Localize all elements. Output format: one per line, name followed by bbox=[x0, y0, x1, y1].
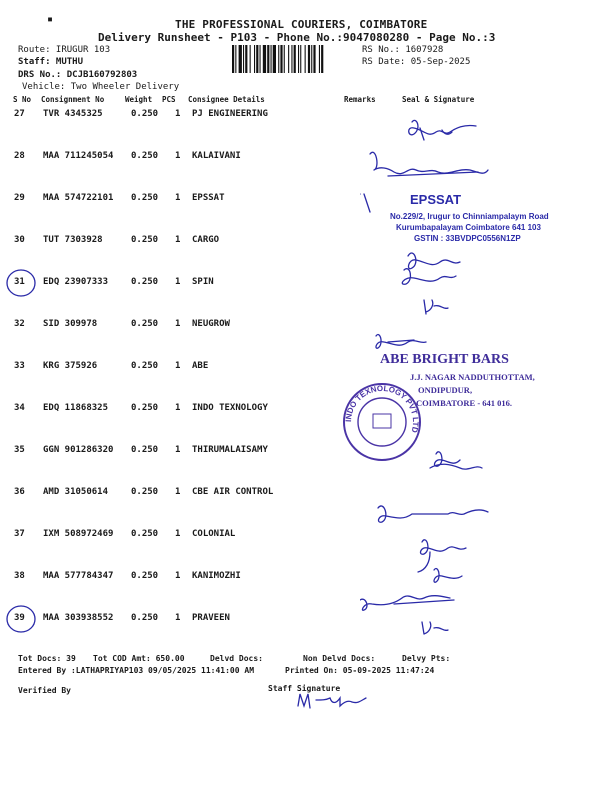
table-row bbox=[0, 151, 600, 171]
cell-consignee: SPIN bbox=[192, 277, 214, 287]
total-cod-amount: Tot COD Amt: 650.00 bbox=[93, 654, 185, 663]
col-header-pcs: PCS bbox=[162, 95, 176, 104]
barcode-bar bbox=[291, 45, 292, 73]
abe-stamp-address1: J.J. NAGAR NADDUTHOTTAM, bbox=[410, 372, 535, 382]
rs-number: RS No.: 1607928 bbox=[362, 45, 444, 55]
abe-stamp-name: ABE BRIGHT BARS bbox=[380, 352, 509, 367]
cell-consignment: MAA 711245054 bbox=[43, 151, 114, 161]
barcode-bar bbox=[305, 45, 306, 73]
col-header-sno: S No bbox=[13, 95, 32, 104]
cell-consignee: EPSSAT bbox=[192, 193, 225, 203]
barcode-bar bbox=[232, 45, 234, 73]
cell-weight: 0.250 bbox=[131, 403, 159, 413]
cell-weight: 0.250 bbox=[131, 445, 159, 455]
barcode-bar bbox=[243, 45, 244, 73]
barcode-bar bbox=[260, 45, 261, 73]
cell-sno: 32 bbox=[14, 319, 25, 329]
cell-pcs: 1 bbox=[175, 319, 181, 329]
cell-pcs: 1 bbox=[175, 571, 181, 581]
staff-handwritten-signature bbox=[294, 690, 384, 714]
col-header-seal: Seal & Signature bbox=[402, 95, 475, 104]
cell-sno: 29 bbox=[14, 193, 25, 203]
cell-sno: 38 bbox=[14, 571, 25, 581]
barcode-bar bbox=[300, 45, 301, 73]
cell-weight: 0.250 bbox=[131, 151, 159, 161]
cell-consignment: GGN 901286320 bbox=[43, 445, 114, 455]
cell-sno: 31 bbox=[14, 277, 25, 287]
cell-sno: 39 bbox=[14, 613, 25, 623]
cell-consignee: KANIMOZHI bbox=[192, 571, 241, 581]
rs-date: RS Date: 05-Sep-2025 bbox=[362, 57, 471, 67]
table-row bbox=[0, 613, 600, 633]
cell-weight: 0.250 bbox=[131, 361, 159, 371]
barcode-bar bbox=[254, 45, 255, 73]
cell-pcs: 1 bbox=[175, 151, 181, 161]
total-docs: Tot Docs: 39 bbox=[18, 654, 76, 663]
table-row bbox=[0, 487, 600, 507]
barcode-bar bbox=[321, 45, 323, 73]
non-delivered-docs: Non Delvd Docs: bbox=[303, 654, 376, 663]
cell-consignee: ABE bbox=[192, 361, 209, 371]
cell-weight: 0.250 bbox=[131, 529, 159, 539]
barcode-bar bbox=[280, 45, 282, 73]
cell-consignment: MAA 574722101 bbox=[43, 193, 114, 203]
staff-signature-label: Staff Signature bbox=[268, 684, 341, 693]
cell-weight: 0.250 bbox=[131, 487, 159, 497]
cell-sno: 33 bbox=[14, 361, 25, 371]
delivery-points: Delvy Pts: bbox=[402, 654, 451, 663]
barcode-bar bbox=[256, 45, 258, 73]
table-row bbox=[0, 445, 600, 465]
col-header-weight: Weight bbox=[125, 95, 153, 104]
cell-consignee: KALAIVANI bbox=[192, 151, 241, 161]
cell-consignment: MAA 303938552 bbox=[43, 613, 114, 623]
cell-sno: 28 bbox=[14, 151, 25, 161]
table-row bbox=[0, 109, 600, 129]
barcode-bar bbox=[267, 45, 269, 73]
cell-consignee: PRAVEEN bbox=[192, 613, 230, 623]
company-title: THE PROFESSIONAL COURIERS, COIMBATORE bbox=[175, 18, 428, 31]
table-row bbox=[0, 571, 600, 591]
cell-consignee: THIRUMALAISAMY bbox=[192, 445, 268, 455]
cell-consignment: KRG 375926 bbox=[43, 361, 98, 371]
cell-weight: 0.250 bbox=[131, 319, 159, 329]
cell-weight: 0.250 bbox=[131, 109, 159, 119]
barcode-bar bbox=[308, 45, 310, 73]
col-header-remarks: Remarks bbox=[344, 95, 376, 104]
barcode-bar bbox=[245, 45, 247, 73]
printed-on: Printed On: 05-09-2025 11:47:24 bbox=[285, 666, 435, 675]
cell-consignment: TVR 4345325 bbox=[43, 109, 103, 119]
route-label: Route: IRUGUR 103 bbox=[18, 45, 111, 55]
delivered-docs: Delvd Docs: bbox=[210, 654, 263, 663]
epssat-stamp-name: EPSSAT bbox=[410, 192, 462, 207]
cell-consignment: EDQ 23907333 bbox=[43, 277, 109, 287]
cell-pcs: 1 bbox=[175, 235, 181, 245]
runsheet-subtitle: Delivery Runsheet - P103 - Phone No.:9047080280 - Page No.:3 bbox=[98, 31, 496, 44]
cell-sno: 36 bbox=[14, 487, 25, 497]
epssat-stamp-address2: Kurumbapalayam Coimbatore 641 103 bbox=[396, 223, 541, 232]
cell-consignment: SID 309978 bbox=[43, 319, 98, 329]
barcode-bar bbox=[263, 45, 266, 73]
cell-pcs: 1 bbox=[175, 445, 181, 455]
barcode-bar bbox=[311, 45, 312, 73]
epssat-stamp-gstin: GSTIN : 33BVDPC0556N1ZP bbox=[414, 234, 521, 243]
cell-consignee: NEUGROW bbox=[192, 319, 230, 329]
cell-weight: 0.250 bbox=[131, 613, 159, 623]
cell-pcs: 1 bbox=[175, 613, 181, 623]
cell-pcs: 1 bbox=[175, 403, 181, 413]
cell-consignment: MAA 577784347 bbox=[43, 571, 114, 581]
barcode-bar bbox=[288, 45, 289, 73]
epssat-stamp-address1: No.229/2, Irugur to Chinniampalaym Road bbox=[390, 212, 549, 221]
cell-consignee: COLONIAL bbox=[192, 529, 236, 539]
cell-sno: 35 bbox=[14, 445, 25, 455]
table-row bbox=[0, 193, 600, 213]
staff-label: Staff: MUTHU bbox=[18, 57, 84, 67]
cell-sno: 37 bbox=[14, 529, 25, 539]
cell-weight: 0.250 bbox=[131, 235, 159, 245]
table-row bbox=[0, 529, 600, 549]
cell-consignee: INDO TEXNOLOGY bbox=[192, 403, 268, 413]
barcode-bar bbox=[239, 45, 242, 73]
barcode-bar bbox=[273, 45, 276, 73]
cell-consignee: PJ ENGINEERING bbox=[192, 109, 268, 119]
cell-pcs: 1 bbox=[175, 277, 181, 287]
barcode-bar bbox=[235, 45, 236, 73]
entered-by: Entered By :LATHAPRIYAP103 09/05/2025 11:41:00 AM bbox=[18, 666, 255, 675]
abe-stamp-address3: COIMBATORE - 641 016. bbox=[416, 398, 513, 408]
barcode-bar bbox=[313, 45, 315, 73]
barcode-bar bbox=[298, 45, 299, 73]
abe-stamp-address2: ONDIPUDUR, bbox=[418, 385, 473, 395]
cell-pcs: 1 bbox=[175, 109, 181, 119]
cell-weight: 0.250 bbox=[131, 571, 159, 581]
cell-consignment: TUT 7303928 bbox=[43, 235, 103, 245]
cell-consignee: CARGO bbox=[192, 235, 220, 245]
barcode-image bbox=[232, 45, 358, 73]
barcode-bar bbox=[284, 45, 285, 73]
round-seal-text: INDO TEXNOLOGY PVT LTD bbox=[343, 383, 421, 434]
cell-consignee: CBE AIR CONTROL bbox=[192, 487, 274, 497]
barcode-bar bbox=[294, 45, 296, 73]
cell-weight: 0.250 bbox=[131, 193, 159, 203]
cell-pcs: 1 bbox=[175, 487, 181, 497]
col-header-consignee: Consignee Details bbox=[188, 95, 265, 104]
cell-sno: 30 bbox=[14, 235, 25, 245]
cell-consignment: EDQ 11868325 bbox=[43, 403, 109, 413]
table-row bbox=[0, 319, 600, 339]
vehicle-label: Vehicle: Two Wheeler Delivery bbox=[22, 82, 180, 92]
cell-pcs: 1 bbox=[175, 361, 181, 371]
corner-mark: ▪ bbox=[47, 14, 54, 25]
drs-number: DRS No.: DCJB160792803 bbox=[18, 70, 138, 80]
cell-pcs: 1 bbox=[175, 193, 181, 203]
barcode-bar bbox=[278, 45, 279, 73]
table-row bbox=[0, 277, 600, 297]
cell-pcs: 1 bbox=[175, 529, 181, 539]
barcode-bar bbox=[319, 45, 320, 73]
barcode-bar bbox=[250, 45, 251, 73]
cell-sno: 27 bbox=[14, 109, 25, 119]
cell-weight: 0.250 bbox=[131, 277, 159, 287]
barcode-bar bbox=[271, 45, 272, 73]
cell-consignment: AMD 31050614 bbox=[43, 487, 109, 497]
cell-sno: 34 bbox=[14, 403, 25, 413]
col-header-consignment: Consignment No bbox=[41, 95, 105, 104]
cell-consignment: IXM 508972469 bbox=[43, 529, 114, 539]
verified-by-label: Verified By bbox=[18, 686, 71, 695]
